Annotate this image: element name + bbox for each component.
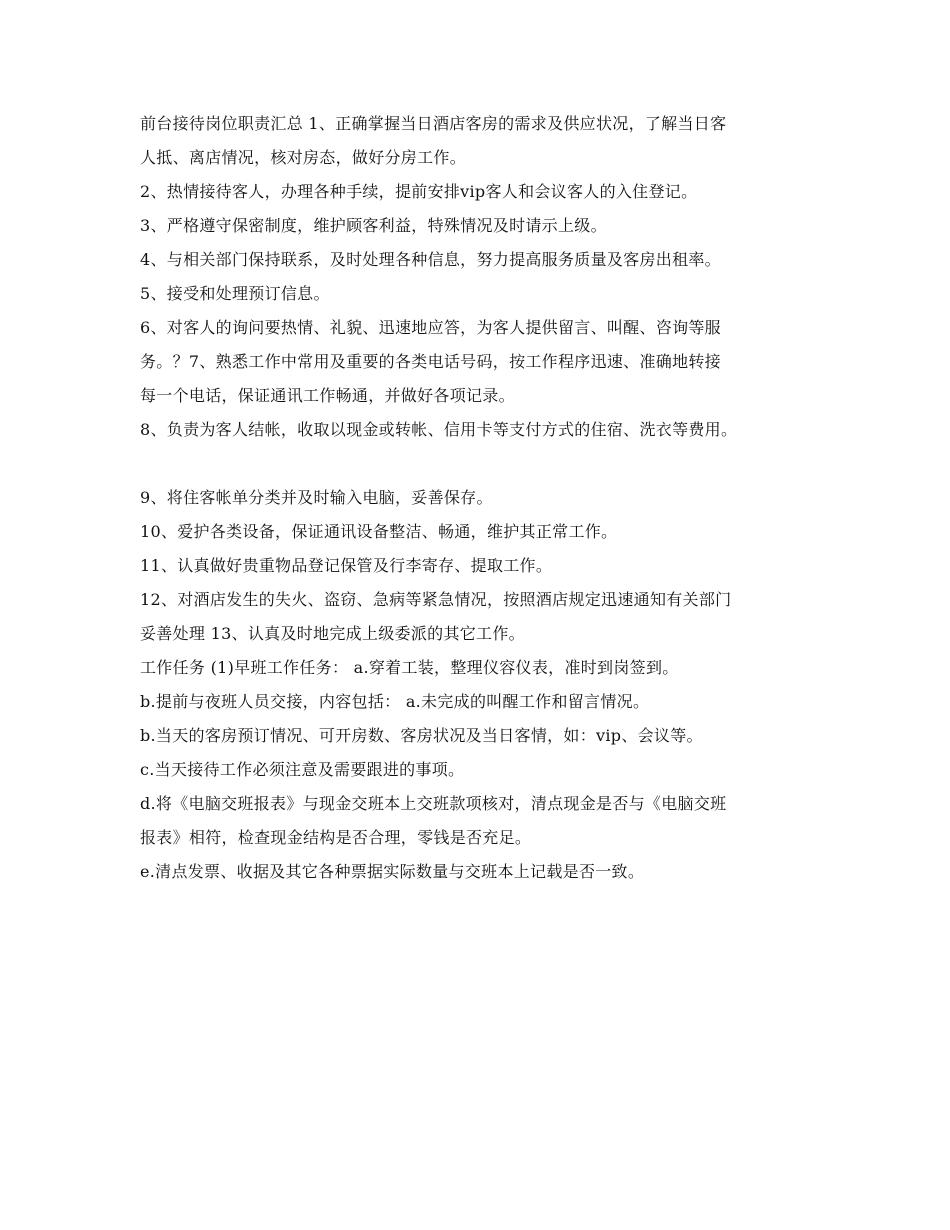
paragraph-line: 3、严格遵守保密制度，维护顾客利益，特殊情况及时请示上级。: [140, 216, 607, 235]
paragraph-line: 务。？7、熟悉工作中常用及重要的各类电话号码，按工作程序迅速、准确地转接: [140, 352, 721, 371]
paragraph-line: 9、将住客帐单分类并及时输入电脑，妥善保存。: [140, 488, 493, 507]
paragraph-gap: [140, 447, 820, 481]
paragraph-line: 每一个电话，保证通讯工作畅通，并做好各项记录。: [140, 386, 515, 405]
paragraph-line: 12、对酒店发生的失火、盗窃、急病等紧急情况，按照酒店规定迅速通知有关部门: [140, 590, 732, 609]
paragraph-line: d.将《电脑交班报表》与现金交班本上交班款项核对，清点现金是否与《电脑交班: [140, 794, 727, 813]
paragraph-line: 前台接待岗位职责汇总 1、正确掌握当日酒店客房的需求及供应状况，了解当日客: [140, 114, 727, 133]
paragraph-line: 6、对客人的询问要热情、礼貌、迅速地应答，为客人提供留言、叫醒、咨询等服: [140, 318, 721, 337]
paragraph-line: 2、热情接待客人，办理各种手续，提前安排vip客人和会议客人的入住登记。: [140, 182, 698, 201]
paragraph-line: 5、接受和处理预订信息。: [140, 284, 330, 303]
paragraph-line: c.当天接待工作必须注意及需要跟进的事项。: [140, 760, 465, 779]
paragraph-line: 工作任务 (1)早班工作任务： a.穿着工装，整理仪容仪表，准时到岗签到。: [140, 658, 679, 677]
paragraph-line: 人抵、离店情况，核对房态，做好分房工作。: [140, 148, 467, 167]
paragraph-line: 10、爱护各类设备，保证通讯设备整洁、畅通，维护其正常工作。: [140, 522, 618, 541]
paragraph-line: 妥善处理 13、认真及时地完成上级委派的其它工作。: [140, 624, 525, 643]
paragraph-line: 4、与相关部门保持联系，及时处理各种信息，努力提高服务质量及客房出租率。: [140, 250, 721, 269]
paragraph-line: b.当天的客房预订情况、可开房数、客房状况及当日客情，如：vip、会议等。: [140, 726, 703, 745]
paragraph-line: 8、负责为客人结帐，收取以现金或转帐、信用卡等支付方式的住宿、洗衣等费用。: [140, 420, 738, 439]
paragraph-line: 11、认真做好贵重物品登记保管及行李寄存、提取工作。: [140, 556, 553, 575]
paragraph-line: 报表》相符，检查现金结构是否合理，零钱是否充足。: [140, 828, 532, 847]
paragraph-line: b.提前与夜班人员交接，内容包括： a.未完成的叫醒工作和留言情况。: [140, 692, 650, 711]
paragraph-line: e.清点发票、收据及其它各种票据实际数量与交班本上记载是否一致。: [140, 862, 645, 881]
document-body: [140, 107, 820, 889]
